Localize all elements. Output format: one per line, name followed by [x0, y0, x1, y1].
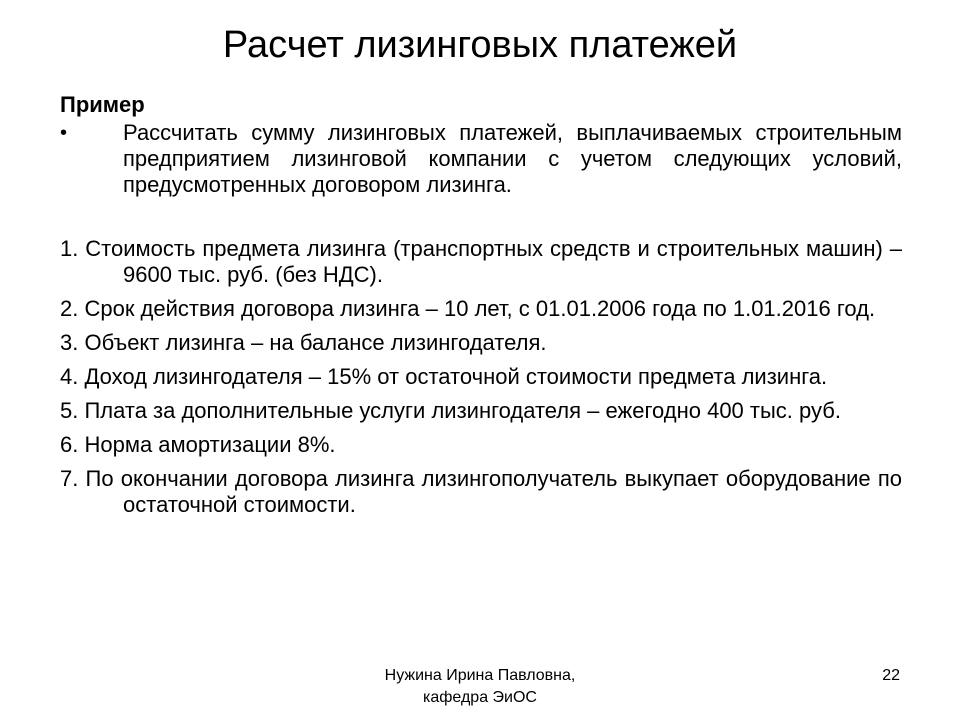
footer-department: кафедра ЭиОС	[423, 689, 537, 706]
page-number: 22	[882, 667, 900, 684]
task-bullet	[60, 120, 902, 198]
conditions-list	[60, 236, 902, 526]
condition-item-5: 5. Плата за дополнительные услуги лизингодателя – ежегодно 400 тыс. руб.	[60, 398, 841, 423]
condition-item-7: 7. По окончании договора лизинга лизингополучатель выкупает оборудование по остаточной стоимости.	[60, 466, 902, 517]
footer-author-name: Нужина Ирина Павловна,	[384, 667, 576, 684]
condition-item-3: 3. Объект лизинга – на балансе лизингодателя.	[60, 330, 547, 355]
task-description: Рассчитать сумму лизинговых платежей, выплачиваемых строительным предприятием лизинговой компании с учетом следующих условий, предусмотренных договором лизинга.	[123, 120, 902, 197]
bullet-dot-icon: •	[60, 122, 68, 144]
condition-item-4: 4. Доход лизингодателя – 15% от остаточной стоимости предмета лизинга.	[60, 364, 828, 389]
example-heading: Пример	[60, 92, 145, 117]
condition-item-2: 2. Срок действия договора лизинга – 10 лет, с 01.01.2006 года по 1.01.2016 год.	[60, 296, 876, 321]
footer-author	[0, 665, 960, 709]
condition-item-1: 1. Стоимость предмета лизинга (транспортных средств и строительных машин) – 9600 тыс. руб. (без НДС).	[60, 236, 902, 287]
slide-title: Расчет лизинговых платежей	[222, 24, 738, 66]
condition-item-6: 6. Норма амортизации 8%.	[60, 432, 336, 457]
